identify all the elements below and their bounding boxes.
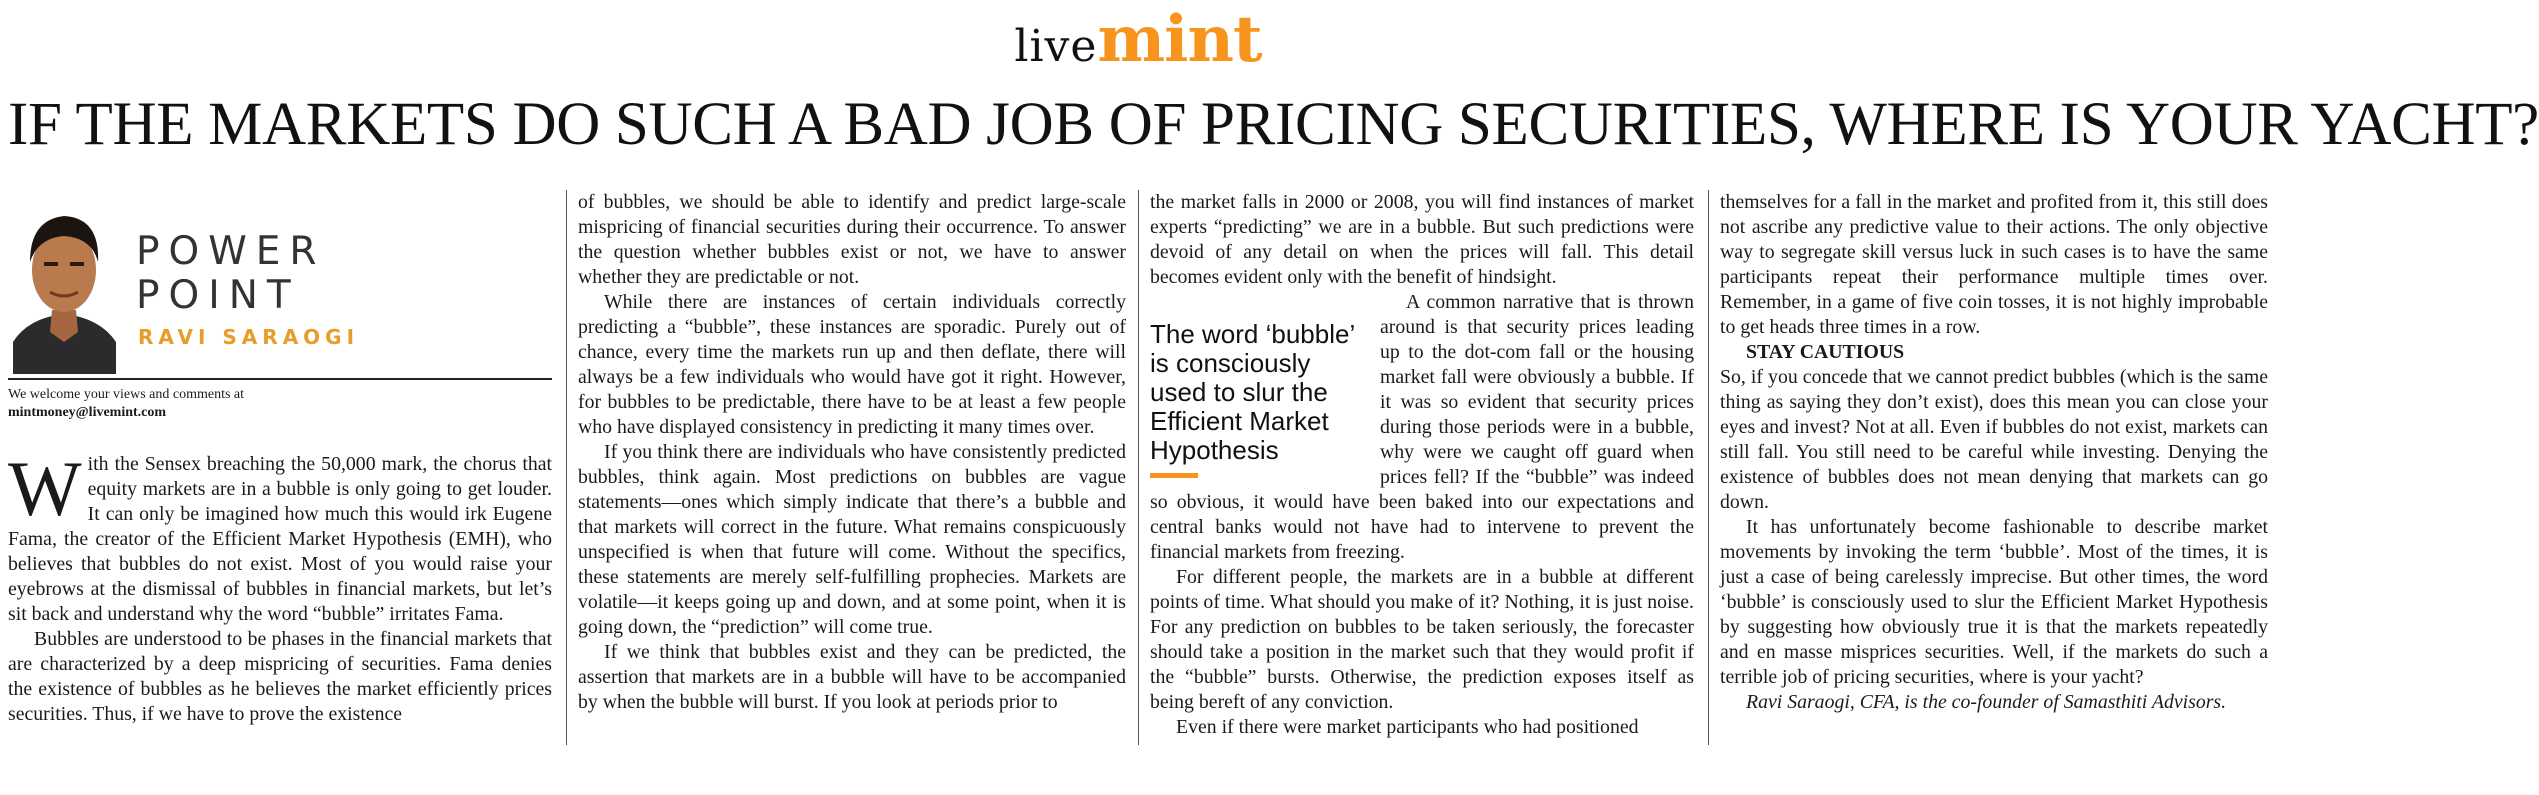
paragraph: Bubbles are understood to be phases in the financial markets that are characterized by a deep mispricing of securities. Fama denies the existence of bubbles as he believes the market efficiently prices securities. Thus, if we have to prove the existence [8, 628, 552, 725]
paragraph: So, if you concede that we cannot predict bubbles (which is the same thing as saying they don’t exist), does this mean you can close your eyes and invest? Not at all. Even if bubbles do not exist, markets can still fall. You still need to be careful while investing. Denying the existence of bubbles does not mean denying that markets can go down. [1720, 366, 2268, 513]
feedback-text: We welcome your views and comments at [8, 387, 245, 402]
article-column-2 [578, 190, 1126, 750]
column-badge [8, 190, 552, 380]
pull-quote-text: The word ‘bubble’ is consciously used to slur the Efficient Market Hypothesis [1150, 319, 1355, 465]
paragraph: of bubbles, we should be able to identify and predict large-scale mispricing of financial securities during their occurrence. To answer the question whether bubbles exist or not, we have to answer whether they are predictable or not. [578, 191, 1126, 288]
paragraph: While there are instances of certain individuals correctly predicting a “bubble”, these instances are sporadic. Purely out of chance, every time the markets run up and then deflate, there will always be a few individuals who would have got it right. However, for bubbles to be predictable, there have to be at least a few people who have displayed consistency in predicting it many times over. [578, 291, 1126, 438]
headline: IF THE MARKETS DO SUCH A BAD JOB OF PRICING SECURITIES, WHERE IS YOUR YACHT? [8, 91, 2539, 158]
paragraph: With the Sensex breaching the 50,000 mark, the chorus that equity markets are in a bubble is only going to get louder. It can only be imagined how much this would irk Eugene Fama, the creator of the Efficient Market Hypothesis (EMH), who believes that bubbles do not exist. Most of you would raise your eyebrows at the dismissal of bubbles in financial markets, but let’s sit back and understand why the word “bubble” irritates Fama. [8, 445, 552, 625]
paragraph: If we think that bubbles exist and they can be predicted, the assertion that markets are in a bubble will have to be accompanied by when the bubble will burst. If you look at periods prior to [578, 641, 1126, 713]
paragraph: For different people, the markets are in a bubble at different points of time. What should you make of it? Nothing, it is just noise. For any prediction on bubbles to be taken seriously, the forecaster should take a position in the market such that they would profit if the “bubble” bursts. Otherwise, the prediction exposes itself as being bereft of any conviction. [1150, 566, 1694, 713]
pull-quote-accent [1150, 473, 1198, 478]
paragraph: the market falls in 2000 or 2008, you will find instances of market experts “predicting” we are in a bubble. But such predictions were devoid of any detail on when the prices will fall. This detail becomes evident only with the benefit of hindsight. [1150, 191, 1694, 288]
article-column-4 [1720, 190, 2268, 750]
pull-quote [1150, 320, 1360, 484]
feedback-email[interactable]: mintmoney@livemint.com [8, 405, 167, 420]
column-divider [566, 190, 567, 745]
column-divider [1708, 190, 1709, 745]
paragraph: If you think there are individuals who have consistently predicted bubbles, think again. Most predictions on bubbles are vague statements—ones which simply indicate that there’s a bubble and that markets will correct in the future. What remains conspicuously unspecified is when that future will come. Without the specifics, these statements are merely self-fulfilling prophecies. Markets are volatile—it keeps going up and down, and at some point, when it is going down, the “prediction” will come true. [578, 441, 1126, 638]
feedback-note [8, 386, 552, 422]
masthead-logo [0, 2, 2276, 77]
column-divider [1138, 190, 1139, 745]
paragraph: Even if there were market participants who had positioned [1176, 716, 1639, 738]
author-byline: Ravi Saraogi, CFA, is the co-founder of Samasthiti Advisors. [1746, 691, 2227, 713]
column-title-line-2: POINT [136, 273, 300, 318]
paragraph: A common narrative that is thrown around is that security prices leading up to the dot-com fall or the housing market fall were obviously a bubble. If it was so evident that security prices during those periods were in a bubble, why were we caught off guard when prices fell? If the “bubble” was indeed so obvious, it would have been baked into our expectations and central banks would not have had to intervene to prevent the financial markets from freezing. [1150, 291, 1694, 563]
section-heading: STAY CAUTIOUS [1746, 341, 1905, 363]
column-title [136, 230, 326, 318]
author-name: RAVI SARAOGI [138, 325, 360, 349]
author-photo [8, 192, 120, 374]
drop-cap: W [8, 445, 82, 532]
article-column-1 [8, 190, 552, 750]
article-column-3 [1150, 190, 1694, 750]
logo-live: live [1014, 21, 1098, 72]
logo-mint: mint [1097, 2, 1262, 77]
paragraph: themselves for a fall in the market and profited from it, this still does not ascribe any predictive value to their actions. The only objective way to segregate skill versus luck in such cases is to have the same participants repeat their performance multiple times over. Remember, in a game of five coin tosses, it is not highly improbable to get heads three times in a row. [1720, 191, 2268, 338]
column-title-line-1: POWER [136, 229, 326, 274]
paragraph: It has unfortunately become fashionable to describe market movements by invoking the term ‘bubble’. Most of the times, it is just a case of being carelessly imprecise. But other times, the word ‘bubble’ is consciously used to slur the Efficient Market Hypothesis by suggesting how obviously true it is that the markets repeatedly and en masse misprices securities. Well, if the markets do such a terrible job of pricing securities, where is your yacht? [1720, 516, 2268, 688]
column-1-body [8, 445, 552, 727]
